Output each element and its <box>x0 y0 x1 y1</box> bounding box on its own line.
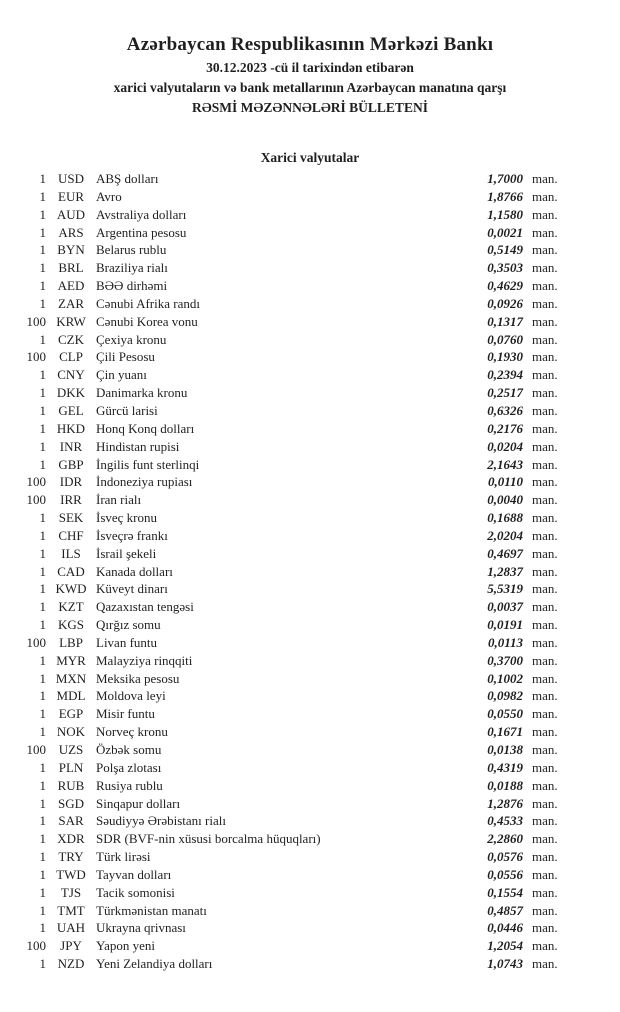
currency-name-cell: BƏƏ dirhəmi <box>96 278 168 294</box>
rate-value-cell: 0,4533 <box>487 813 523 829</box>
unit-cell: man. <box>532 724 558 740</box>
quantity-cell: 1 <box>39 795 46 811</box>
unit-cell: man. <box>532 385 558 401</box>
quantity-cell: 1 <box>39 920 46 936</box>
quantity-cell: 1 <box>39 331 46 347</box>
unit-cell: man. <box>532 224 558 240</box>
currency-code-cell: NZD <box>57 956 85 972</box>
rate-value-cell: 0,5149 <box>487 242 523 258</box>
table-row <box>0 830 620 848</box>
quantity-cell: 1 <box>39 402 46 418</box>
currency-name-cell: Moldova leyi <box>96 688 166 704</box>
currency-name-cell: Cənubi Afrika randı <box>96 295 200 311</box>
unit-cell: man. <box>532 510 558 526</box>
table-row <box>0 224 620 242</box>
currency-code-cell: SEK <box>58 510 84 526</box>
bank-name-title: Azərbaycan Respublikasının Mərkəzi Bankı <box>126 34 494 55</box>
currency-code-cell: TRY <box>58 849 84 865</box>
currency-name-cell: Livan funtu <box>96 634 158 650</box>
currency-name-cell: Qırğız somu <box>96 617 161 633</box>
currency-code-cell: ARS <box>58 224 84 240</box>
table-row <box>0 723 620 741</box>
currency-name-cell: SDR (BVF-nin xüsusi borcalma hüquqları) <box>96 831 321 847</box>
rate-value-cell: 0,1930 <box>487 349 523 365</box>
quantity-cell: 1 <box>39 295 46 311</box>
unit-cell: man. <box>532 706 558 722</box>
currency-code-cell: SGD <box>57 795 84 811</box>
currency-name-cell: Polşa zlotası <box>96 759 162 775</box>
unit-cell: man. <box>532 581 558 597</box>
currency-name-cell: Honq Konq dolları <box>96 420 195 436</box>
currency-code-cell: GBP <box>58 456 84 472</box>
currency-code-cell: UAH <box>56 920 86 936</box>
currency-name-cell: İndoneziya rupiası <box>96 474 193 490</box>
rate-value-cell: 0,1317 <box>487 313 523 329</box>
unit-cell: man. <box>532 492 558 508</box>
currency-code-cell: IDR <box>59 474 83 490</box>
rate-value-cell: 0,0926 <box>487 295 523 311</box>
table-row <box>0 384 620 402</box>
quantity-cell: 1 <box>39 759 46 775</box>
rate-value-cell: 0,0760 <box>487 331 523 347</box>
currency-code-cell: GEL <box>58 402 84 418</box>
quantity-cell: 1 <box>39 188 46 204</box>
currency-name-cell: Misir funtu <box>96 706 155 722</box>
table-row <box>0 795 620 813</box>
table-row <box>0 598 620 616</box>
rate-value-cell: 0,2176 <box>487 420 523 436</box>
currency-code-cell: ZAR <box>58 295 84 311</box>
unit-cell: man. <box>532 634 558 650</box>
rate-value-cell: 0,1554 <box>487 884 523 900</box>
table-row <box>0 884 620 902</box>
table-row <box>0 687 620 705</box>
currency-name-cell: Argentina pesosu <box>96 224 187 240</box>
bulletin-title: RƏSMİ MƏZƏNNƏLƏRİ BÜLLETENİ <box>192 100 428 115</box>
currency-name-cell: Səudiyyə Ərəbistanı rialı <box>96 813 226 829</box>
unit-cell: man. <box>532 563 558 579</box>
unit-cell: man. <box>532 777 558 793</box>
unit-cell: man. <box>532 545 558 561</box>
rate-value-cell: 0,0138 <box>487 742 523 757</box>
rate-value-cell: 0,0204 <box>487 438 523 454</box>
quantity-cell: 1 <box>39 420 46 436</box>
table-row <box>0 348 620 366</box>
currency-name-cell: Sinqapur dolları <box>96 795 181 811</box>
currency-code-cell: HKD <box>56 420 86 436</box>
currency-code-cell: PLN <box>58 759 84 775</box>
rate-value-cell: 0,0191 <box>487 617 523 633</box>
table-row <box>0 670 620 688</box>
currency-name-cell: Avro <box>96 188 122 204</box>
table-row <box>0 527 620 545</box>
currency-name-cell: Çexiya kronu <box>96 331 167 347</box>
quantity-cell: 1 <box>39 563 46 579</box>
unit-cell: man. <box>532 367 558 383</box>
unit-cell: man. <box>532 260 558 276</box>
unit-cell: man. <box>532 884 558 900</box>
currency-name-cell: Cənubi Korea vonu <box>96 313 198 329</box>
rate-value-cell: 0,0021 <box>487 224 523 240</box>
rate-value-cell: 1,0743 <box>487 956 523 972</box>
unit-cell: man. <box>532 349 558 365</box>
quantity-cell: 100 <box>26 474 46 490</box>
unit-cell: man. <box>532 849 558 865</box>
unit-cell: man. <box>532 617 558 633</box>
unit-cell: man. <box>532 527 558 543</box>
unit-cell: man. <box>532 206 558 222</box>
currency-name-cell: Türk lirəsi <box>96 849 151 865</box>
currency-code-cell: ILS <box>61 545 81 561</box>
unit-cell: man. <box>532 759 558 775</box>
quantity-cell: 1 <box>39 438 46 454</box>
currency-code-cell: BYN <box>57 242 85 258</box>
quantity-cell: 1 <box>39 724 46 740</box>
quantity-cell: 1 <box>39 581 46 597</box>
currency-code-cell: JPY <box>60 938 82 954</box>
currency-name-cell: Çin yuanı <box>96 367 147 383</box>
table-row <box>0 955 620 973</box>
rate-value-cell: 0,0188 <box>487 777 523 793</box>
quantity-cell: 1 <box>39 242 46 258</box>
table-row <box>0 331 620 349</box>
currency-code-cell: NOK <box>56 724 86 740</box>
quantity-cell: 1 <box>39 278 46 294</box>
rate-value-cell: 2,2860 <box>487 831 523 847</box>
quantity-cell: 1 <box>39 510 46 526</box>
quantity-cell: 1 <box>39 866 46 882</box>
rate-value-cell: 0,4629 <box>487 278 523 294</box>
rate-value-cell: 0,6326 <box>487 402 523 418</box>
currency-name-cell: Tayvan dolları <box>96 866 172 882</box>
quantity-cell: 1 <box>39 706 46 722</box>
quantity-cell: 100 <box>26 742 46 757</box>
rate-value-cell: 0,0982 <box>487 688 523 704</box>
rate-value-cell: 1,2837 <box>487 563 523 579</box>
quantity-cell: 1 <box>39 260 46 276</box>
currency-name-cell: Yeni Zelandiya dolları <box>96 956 213 972</box>
currency-code-cell: AUD <box>56 206 86 222</box>
currency-code-cell: MXN <box>55 670 87 686</box>
currency-name-cell: İsveç kronu <box>96 510 158 526</box>
rate-value-cell: 0,0556 <box>487 866 523 882</box>
table-row <box>0 580 620 598</box>
quantity-cell: 100 <box>26 938 46 954</box>
quantity-cell: 1 <box>39 206 46 222</box>
table-row <box>0 188 620 206</box>
currency-code-cell: KWD <box>55 581 87 597</box>
rate-value-cell: 0,0110 <box>487 474 523 490</box>
currency-name-cell: Yapon yeni <box>96 938 155 954</box>
quantity-cell: 1 <box>39 545 46 561</box>
currency-code-cell: CLP <box>59 349 83 365</box>
currency-name-cell: İsrail şekeli <box>96 545 157 561</box>
currency-code-cell: MYR <box>56 652 86 668</box>
currency-name-cell: Danimarka kronu <box>96 385 188 401</box>
table-row <box>0 509 620 527</box>
unit-cell: man. <box>532 599 558 615</box>
unit-cell: man. <box>532 278 558 294</box>
table-row <box>0 170 620 188</box>
table-row <box>0 652 620 670</box>
rate-value-cell: 0,1002 <box>487 670 523 686</box>
table-row <box>0 402 620 420</box>
table-row <box>0 705 620 723</box>
quantity-cell: 100 <box>26 492 46 508</box>
currency-name-cell: Ukrayna qrivnası <box>96 920 186 936</box>
currency-code-cell: IRR <box>60 492 82 508</box>
currency-name-cell: İsveçrə frankı <box>96 527 168 543</box>
currency-name-cell: Tacik somonisi <box>96 884 175 900</box>
quantity-cell: 100 <box>26 349 46 365</box>
quantity-cell: 1 <box>39 813 46 829</box>
quantity-cell: 100 <box>26 313 46 329</box>
quantity-cell: 1 <box>39 956 46 972</box>
table-row <box>0 866 620 884</box>
currency-name-cell: Avstraliya dolları <box>96 206 187 222</box>
currency-name-cell: Hindistan rupisi <box>96 438 180 454</box>
table-row <box>0 366 620 384</box>
unit-cell: man. <box>532 795 558 811</box>
rate-value-cell: 0,4697 <box>487 545 523 561</box>
quantity-cell: 1 <box>39 831 46 847</box>
currency-code-cell: TJS <box>60 884 82 900</box>
document-header <box>0 0 620 118</box>
quantity-cell: 1 <box>39 849 46 865</box>
quantity-cell: 1 <box>39 670 46 686</box>
currency-code-cell: KZT <box>58 599 84 615</box>
table-row <box>0 206 620 224</box>
currency-name-cell: ABŞ dolları <box>96 171 159 186</box>
quantity-cell: 1 <box>39 777 46 793</box>
table-row <box>0 473 620 491</box>
rate-value-cell: 0,3700 <box>487 652 523 668</box>
currency-name-cell: Braziliya rialı <box>96 260 168 276</box>
rate-value-cell: 0,0576 <box>487 849 523 865</box>
rate-value-cell: 1,2876 <box>487 795 523 811</box>
section-title-foreign-currencies: Xarici valyutalar <box>260 150 360 165</box>
table-row <box>0 848 620 866</box>
currency-code-cell: INR <box>59 438 83 454</box>
table-row <box>0 259 620 277</box>
currency-code-cell: EUR <box>58 188 84 204</box>
currency-code-cell: CZK <box>58 331 84 347</box>
unit-cell: man. <box>532 438 558 454</box>
currency-name-cell: Kanada dolları <box>96 563 173 579</box>
table-row <box>0 634 620 652</box>
unit-cell: man. <box>532 171 558 186</box>
currency-name-cell: İngilis funt sterlinqi <box>96 456 200 472</box>
currency-name-cell: Qazaxıstan tengəsi <box>96 599 194 615</box>
currency-name-cell: Türkmənistan manatı <box>96 902 207 918</box>
quantity-cell: 1 <box>39 599 46 615</box>
table-row <box>0 295 620 313</box>
exchange-rates-table <box>0 170 620 973</box>
table-row <box>0 563 620 581</box>
rate-value-cell: 0,2517 <box>487 385 523 401</box>
currency-code-cell: UZS <box>58 742 84 757</box>
currency-code-cell: KRW <box>56 313 86 329</box>
currency-name-cell: Rusiya rublu <box>96 777 163 793</box>
currency-code-cell: TWD <box>56 866 86 882</box>
currency-code-cell: MDL <box>56 688 86 704</box>
rate-value-cell: 0,3503 <box>487 260 523 276</box>
currency-name-cell: Gürcü larisi <box>96 402 158 418</box>
unit-cell: man. <box>532 866 558 882</box>
effective-date-line: 30.12.2023 -cü il tarixindən etibarən <box>206 60 414 75</box>
quantity-cell: 1 <box>39 171 46 186</box>
unit-cell: man. <box>532 956 558 972</box>
quantity-cell: 1 <box>39 456 46 472</box>
unit-cell: man. <box>532 742 558 757</box>
rate-value-cell: 1,8766 <box>487 188 523 204</box>
quantity-cell: 1 <box>39 367 46 383</box>
table-row <box>0 438 620 456</box>
quantity-cell: 1 <box>39 884 46 900</box>
currency-name-cell: İran rialı <box>96 492 142 508</box>
subtitle-line: xarici valyutaların və bank metallarının Azərbaycan manatına qarşı <box>113 80 507 95</box>
table-row <box>0 241 620 259</box>
unit-cell: man. <box>532 938 558 954</box>
unit-cell: man. <box>532 688 558 704</box>
quantity-cell: 1 <box>39 224 46 240</box>
table-row <box>0 741 620 759</box>
unit-cell: man. <box>532 831 558 847</box>
table-row <box>0 812 620 830</box>
rate-value-cell: 0,1688 <box>487 510 523 526</box>
quantity-cell: 1 <box>39 902 46 918</box>
quantity-cell: 1 <box>39 617 46 633</box>
unit-cell: man. <box>532 474 558 490</box>
rate-value-cell: 0,0550 <box>487 706 523 722</box>
quantity-cell: 1 <box>39 385 46 401</box>
rate-value-cell: 5,5319 <box>487 581 523 597</box>
unit-cell: man. <box>532 920 558 936</box>
currency-code-cell: DKK <box>56 385 86 401</box>
currency-code-cell: TMT <box>57 902 85 918</box>
rate-value-cell: 0,0446 <box>487 920 523 936</box>
unit-cell: man. <box>532 402 558 418</box>
rate-value-cell: 0,0040 <box>487 492 523 508</box>
table-row <box>0 545 620 563</box>
currency-name-cell: Özbək somu <box>96 742 162 757</box>
table-row <box>0 616 620 634</box>
unit-cell: man. <box>532 188 558 204</box>
currency-code-cell: EGP <box>58 706 84 722</box>
currency-code-cell: XDR <box>57 831 85 847</box>
table-row <box>0 777 620 795</box>
currency-code-cell: CAD <box>57 563 85 579</box>
unit-cell: man. <box>532 902 558 918</box>
rate-value-cell: 0,0113 <box>487 634 523 650</box>
quantity-cell: 1 <box>39 652 46 668</box>
quantity-cell: 100 <box>26 634 46 650</box>
rate-value-cell: 1,2054 <box>487 938 523 954</box>
currency-code-cell: AED <box>57 278 85 294</box>
unit-cell: man. <box>532 313 558 329</box>
currency-name-cell: Norveç kronu <box>96 724 168 740</box>
table-row <box>0 919 620 937</box>
table-row <box>0 759 620 777</box>
currency-code-cell: USD <box>57 171 84 186</box>
currency-name-cell: Çili Pesosu <box>96 349 155 365</box>
currency-code-cell: SAR <box>58 813 84 829</box>
currency-code-cell: KGS <box>57 617 84 633</box>
unit-cell: man. <box>532 331 558 347</box>
unit-cell: man. <box>532 456 558 472</box>
rate-value-cell: 0,2394 <box>487 367 523 383</box>
currency-name-cell: Malayziya rinqqiti <box>96 652 193 668</box>
rate-value-cell: 2,0204 <box>487 527 523 543</box>
rate-value-cell: 0,1671 <box>487 724 523 740</box>
currency-code-cell: CHF <box>58 527 84 543</box>
rate-value-cell: 0,0037 <box>487 599 523 615</box>
unit-cell: man. <box>532 295 558 311</box>
table-row <box>0 902 620 920</box>
currency-code-cell: LBP <box>59 634 83 650</box>
unit-cell: man. <box>532 420 558 436</box>
currency-name-cell: Meksika pesosu <box>96 670 180 686</box>
rate-value-cell: 0,4857 <box>487 902 523 918</box>
unit-cell: man. <box>532 242 558 258</box>
table-row <box>0 313 620 331</box>
unit-cell: man. <box>532 670 558 686</box>
table-row <box>0 937 620 955</box>
quantity-cell: 1 <box>39 527 46 543</box>
currency-code-cell: RUB <box>57 777 85 793</box>
table-row <box>0 420 620 438</box>
quantity-cell: 1 <box>39 688 46 704</box>
table-row <box>0 277 620 295</box>
currency-code-cell: CNY <box>57 367 85 383</box>
currency-name-cell: Belarus rublu <box>96 242 167 258</box>
table-row <box>0 456 620 474</box>
rate-value-cell: 1,1580 <box>487 206 523 222</box>
rate-value-cell: 2,1643 <box>487 456 523 472</box>
currency-name-cell: Küveyt dinarı <box>96 581 168 597</box>
rate-value-cell: 0,4319 <box>487 759 523 775</box>
unit-cell: man. <box>532 652 558 668</box>
unit-cell: man. <box>532 813 558 829</box>
currency-code-cell: BRL <box>58 260 84 276</box>
table-row <box>0 491 620 509</box>
rate-value-cell: 1,7000 <box>487 171 523 186</box>
